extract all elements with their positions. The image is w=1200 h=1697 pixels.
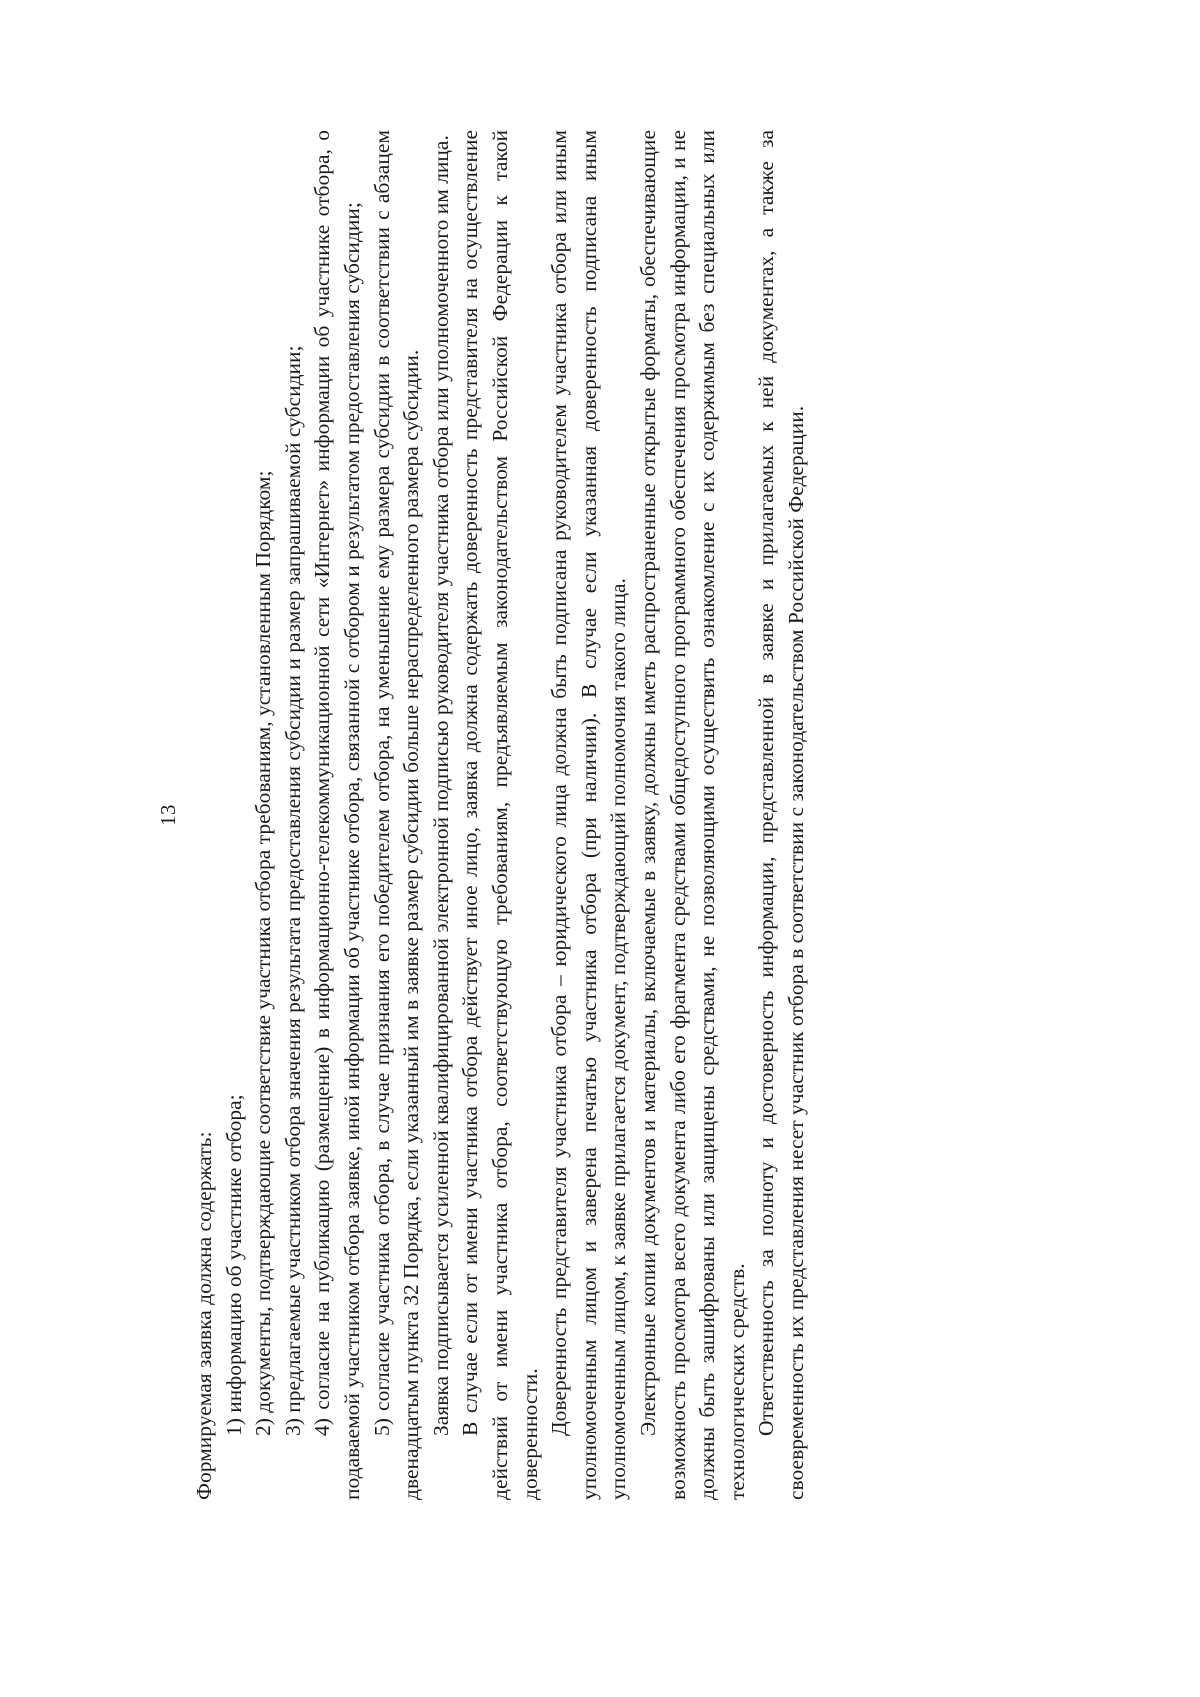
- paragraph-electronic-copies: Электронные копии документов и материалы, включаемые в заявку, должны иметь распространенные открытые форматы, обеспечивающие возможность просмотра всего документа либо его фрагмента средствами общедоступного программного обеспечения просмотра информации, и не должны быть зашифрованы или защищены средствами, не позволяющими осуществить ознакомление с их содержимым без специальных или технологических средств.: [635, 130, 749, 1500]
- paragraph-power-of-attorney: Доверенность представителя участника отбора – юридического лица должна быть подписана руководителем участника отбора или иным уполномоченным лицом и заверена печатью участника отбора (при наличии). В случае если указанная доверенность подписана иным уполномоченным лицом, к заявке прилагается документ, подтверждающий полномочия такого лица.: [547, 130, 631, 1500]
- paragraph-item-3: 3) предлагаемые участником отбора значения результата предоставления субсидии и размер запрашиваемой субсидии;: [280, 345, 305, 1436]
- paragraph-item-1: 1) информацию об участнике отбора;: [221, 1094, 246, 1436]
- paragraph-item-5: 5) согласие участника отбора, в случае признания его победителем отбора, на уменьшение ему размера субсидии в соответствии с абзацем двенадцатым пункта 32 Порядка, если указанный им в заявке размер субсидии больше нераспределенного размера субсидии.: [369, 130, 424, 1500]
- document-body: [190, 130, 811, 1500]
- paragraph-responsibility: Ответственность за полноту и достоверность информации, представленной в заявке и прилагаемых к ней документах, а также за своевременность их представления несет участник отбора в соответствии с законодательством Российской Федерации.: [754, 130, 808, 1500]
- rotated-page: [128, 130, 1028, 1500]
- paragraph-item-2: 2) документы, подтверждающие соответствие участника отбора требованиям, установленным Порядком;: [251, 470, 276, 1436]
- paragraph-item-4: 4) согласие на публикацию (размещение) в информационно-телекоммуникационной сети «Интернет» информации об участнике отбора, о подаваемой участником отбора заявке, иной информации об участнике отбора, связанной с отбором и результатом предоставления субсидии;: [310, 130, 364, 1500]
- paragraph-intro: Формируемая заявка должна содержать:: [192, 1131, 216, 1500]
- page-number: 13: [156, 804, 180, 826]
- paragraph-signature: Заявка подписывается усиленной квалифицированной электронной подписью руководителя участника отбора или уполномоченного им лица.: [428, 135, 453, 1436]
- paragraph-representative: В случае если от имени участника отбора действует иное лицо, заявка должна содержать доверенность представителя на осуществление действий от имени участника отбора, соответствующую требованиям, предъявляемым законодательством Российской Федерации к такой доверенности.: [458, 130, 542, 1500]
